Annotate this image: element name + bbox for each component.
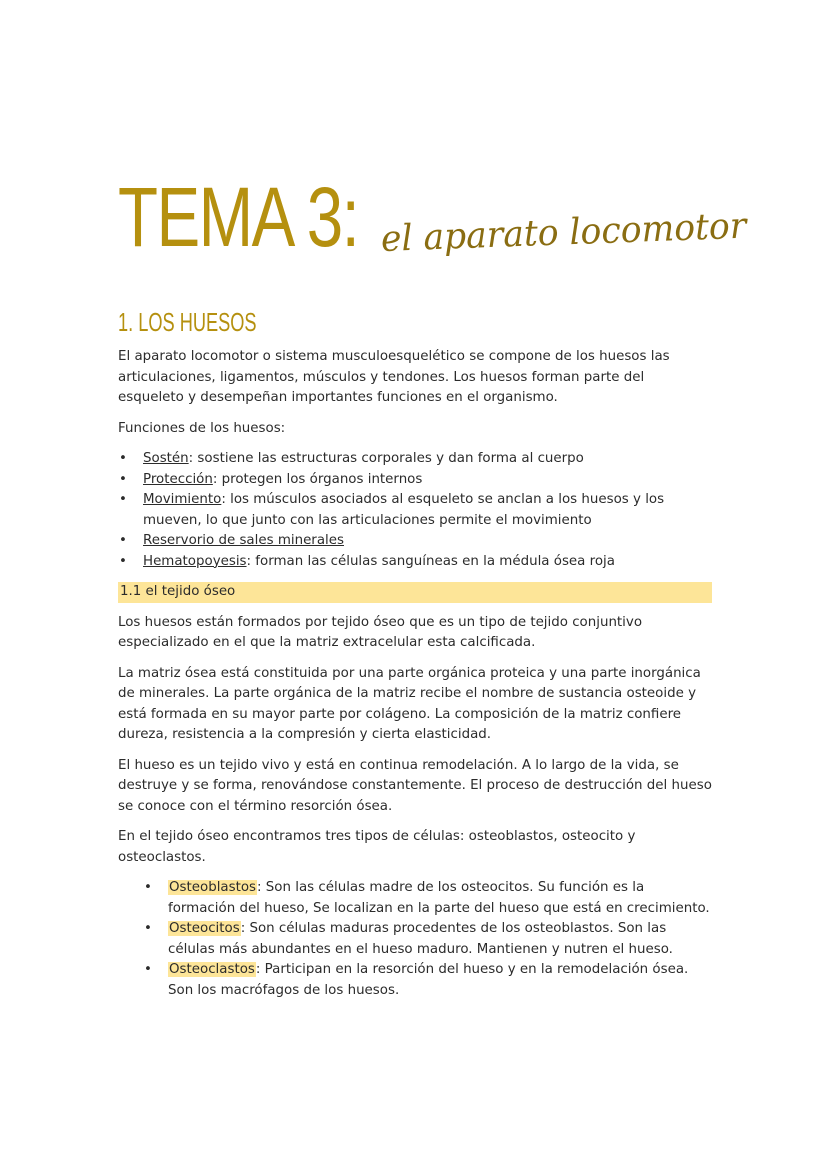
paragraph: Los huesos están formados por tejido óseo que es un tipo de tejido conjuntivo especializado en el que la matriz extracelular esta calcificada.	[118, 614, 643, 650]
term: Protección	[143, 471, 213, 487]
list-item	[143, 919, 714, 960]
subsection-heading: 1.1 el tejido óseo	[118, 582, 712, 603]
title-subtitle: el aparato locomotor	[380, 205, 747, 260]
list-item	[118, 490, 714, 531]
term-description: : Son células maduras procedentes de los osteoblastos. Son las células más abundantes en el hueso maduro. Mantienen y nutren el hueso.	[168, 921, 673, 957]
list-item	[143, 960, 714, 1001]
term: Movimiento	[143, 492, 222, 507]
highlighted-term: Osteocitos	[169, 921, 240, 936]
term: Reservorio de sales minerales	[143, 533, 344, 548]
list-item	[143, 878, 714, 919]
term-description: : Participan en la resorción del hueso y en la remodelación ósea. Son los macrófagos de los huesos.	[168, 962, 689, 998]
cell-types-list	[143, 878, 714, 1001]
paragraph: En el tejido óseo encontramos tres tipos de células: osteoblastos, osteocito y osteoclastos.	[118, 829, 636, 865]
term: Hematopoyesis	[143, 553, 247, 569]
intro-paragraph: El aparato locomotor o sistema musculoesquelético se compone de los huesos las articulaciones, ligamentos, músculos y tendones. Los huesos forman parte del esqueleto y desempeñan importantes funciones en el organismo.	[118, 349, 670, 405]
list-item	[118, 449, 714, 470]
bullet-icon: •	[144, 921, 152, 936]
bullet-icon: •	[144, 880, 152, 895]
term-description: : Son las células madre de los osteocitos. Su función es la formación del hueso, Se localizan en la parte del hueso que está en crecimiento.	[168, 880, 710, 916]
bullet-icon: •	[119, 533, 127, 548]
term: Sostén	[143, 451, 189, 466]
bullet-icon: •	[144, 962, 152, 977]
highlighted-term: Osteoblastos	[169, 880, 257, 895]
functions-label: Funciones de los huesos:	[118, 420, 286, 436]
list-item	[118, 470, 714, 491]
bullet-icon: •	[119, 451, 127, 466]
paragraph: La matriz ósea está constituida por una parte orgánica proteica y una parte inorgánica de minerales. La parte orgánica de la matriz recibe el nombre de sustancia osteoide y está formada en su mayor parte por colágeno. La composición de la matriz confiere dureza, resistencia a la compresión y cierta elasticidad.	[118, 665, 701, 742]
term-description: : forman las células sanguíneas en la médula ósea roja	[246, 553, 615, 569]
bullet-icon: •	[119, 492, 127, 507]
term-description: : protegen los órganos internos	[212, 471, 423, 487]
highlighted-term: Osteoclastos	[169, 962, 255, 977]
paragraph: El hueso es un tejido vivo y está en continua remodelación. A lo largo de la vida, se destruye y se forma, renovándose constantemente. El proceso de destrucción del hueso se conoce con el término resorción ósea.	[118, 757, 712, 814]
title-main: TEMA 3:	[118, 170, 359, 264]
bullet-icon: •	[119, 553, 127, 569]
list-item	[118, 531, 714, 552]
document-body	[118, 347, 714, 1011]
term-description: : los músculos asociados al esqueleto se anclan a los huesos y los mueven, lo que junto con las articulaciones permite el movimiento	[143, 492, 665, 528]
functions-list	[118, 449, 714, 572]
bullet-icon: •	[119, 471, 127, 487]
list-item	[118, 552, 714, 573]
term-description: : sostiene las estructuras corporales y dan forma al cuerpo	[188, 451, 584, 466]
section-heading: 1. LOS HUESOS	[118, 307, 257, 337]
page-title	[118, 170, 747, 280]
